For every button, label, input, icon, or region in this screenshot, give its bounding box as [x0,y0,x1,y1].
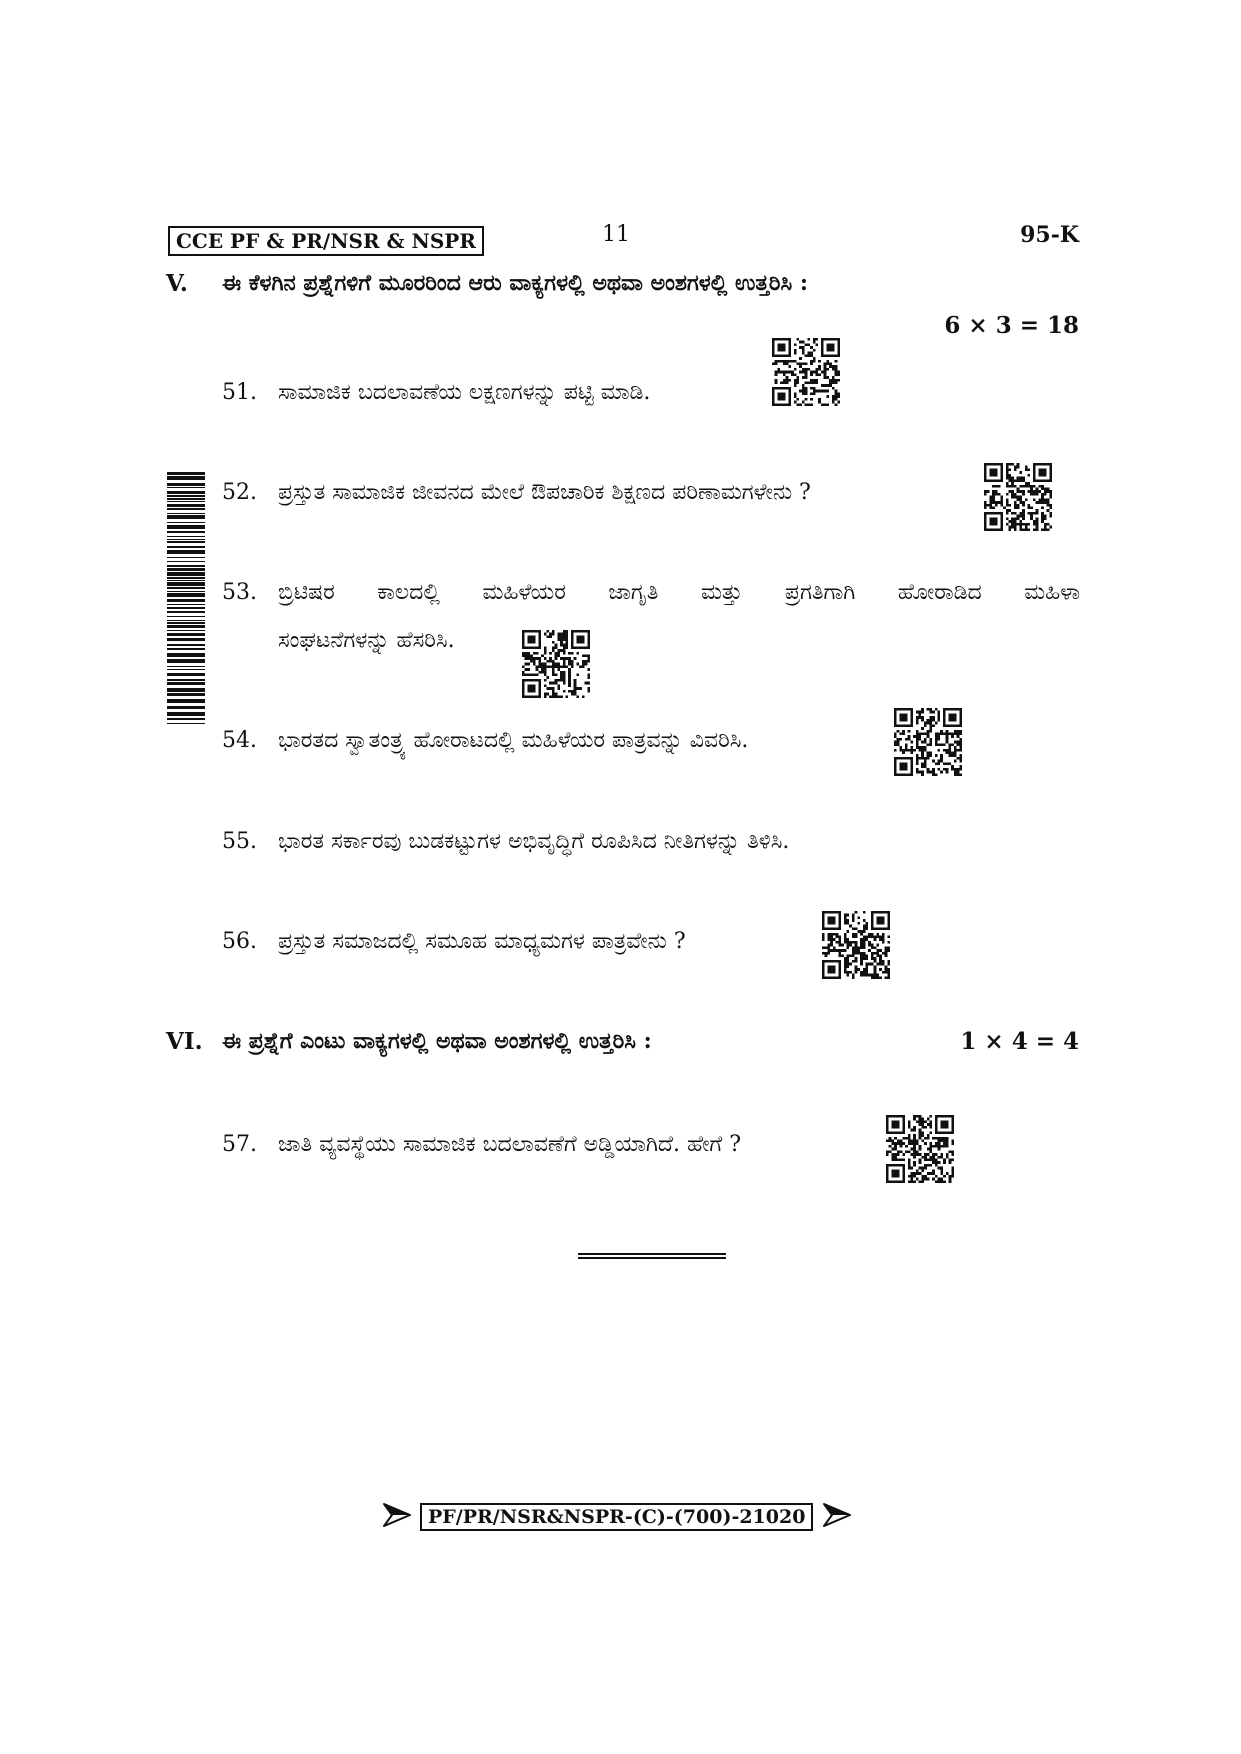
question-54-text: ಭಾರತದ ಸ್ವಾತಂತ್ರ್ಯ ಹೋರಾಟದಲ್ಲಿ ಮಹಿಳೆಯರ ಪಾತ್ರವನ್ನು ವಿವರಿಸಿ. [278,728,749,753]
question-51-text: ಸಾಮಾಜಿಕ ಬದಲಾವಣೆಯ ಲಕ್ಷಣಗಳನ್ನು ಪಟ್ಟಿ ಮಾಡಿ. [278,380,651,405]
question-53-line-2: ಸಂಘಟನೆಗಳನ್ನು ಹೆಸರಿಸಿ. [278,628,455,653]
barcode-icon [167,472,205,724]
question-53-line-1: ಬ್ರಿಟಿಷರ ಕಾಲದಲ್ಲಿ ಮಹಿಳೆಯರ ಜಾಗೃತಿ ಮತ್ತು ಪ್ರಗತಿಗಾಗಿ ಹೋರಾಡಿದ ಮಹಿಳಾ [278,580,1080,605]
qr-code-icon [886,1115,954,1183]
section-vi-number: VI. [166,1028,203,1055]
section-v-number: V. [166,270,188,297]
qr-code-icon [772,338,840,406]
question-52-text: ಪ್ರಸ್ತುತ ಸಾಮಾಜಿಕ ಜೀವನದ ಮೇಲೆ ಔಪಚಾರಿಕ ಶಿಕ್ಷಣದ ಪರಿಣಾಮಗಳೇನು ? [278,480,811,505]
exam-code-box: CCE PF & PR/NSR & NSPR [168,226,484,256]
question-57-number: 57. [222,1132,257,1157]
arrow-right-icon [382,1500,412,1530]
section-vi-instruction: ಈ ಪ್ರಶ್ನೆಗೆ ಎಂಟು ವಾಕ್ಯಗಳಲ್ಲಿ ಅಥವಾ ಅಂಶಗಳಲ್ಲಿ ಉತ್ತರಿಸಿ : [222,1028,652,1054]
section-v-instruction: ಈ ಕೆಳಗಿನ ಪ್ರಶ್ನೆಗಳಿಗೆ ಮೂರರಿಂದ ಆರು ವಾಕ್ಯಗಳಲ್ಲಿ ಅಥವಾ ಅಂಶಗಳಲ್ಲಿ ಉತ್ತರಿಸಿ : [222,270,809,296]
question-56-text: ಪ್ರಸ್ತುತ ಸಮಾಜದಲ್ಲಿ ಸಮೂಹ ಮಾಧ್ಯಮಗಳ ಪಾತ್ರವೇನು ? [278,929,686,954]
qr-code-icon [822,911,890,979]
question-52-number: 52. [222,480,257,505]
question-54-number: 54. [222,728,257,753]
question-55-text: ಭಾರತ ಸರ್ಕಾರವು ಬುಡಕಟ್ಟುಗಳ ಅಭಿವೃದ್ಧಿಗೆ ರೂಪಿಸಿದ ನೀತಿಗಳನ್ನು ತಿಳಿಸಿ. [278,829,790,854]
question-55-number: 55. [222,829,257,854]
question-56-number: 56. [222,929,257,954]
section-v-marks: 6 × 3 = 18 [944,312,1079,339]
paper-code: 95-K [1020,222,1079,248]
end-of-questions-rule [578,1253,726,1259]
qr-code-icon [894,708,962,776]
qr-code-icon [522,630,590,698]
question-53-text [278,569,1080,665]
arrow-right-icon [822,1500,852,1530]
question-51-number: 51. [222,380,257,405]
question-53-number: 53. [222,580,257,605]
question-57-text: ಜಾತಿ ವ್ಯವಸ್ಥೆಯು ಸಾಮಾಜಿಕ ಬದಲಾವಣೆಗೆ ಅಡ್ಡಿಯಾಗಿದೆ. ಹೇಗೆ ? [278,1132,741,1157]
footer-code-box: PF/PR/NSR&NSPR-(C)-(700)-21020 [420,1503,813,1531]
section-vi-marks: 1 × 4 = 4 [960,1028,1079,1055]
page-number: 11 [602,222,630,247]
qr-code-icon [984,463,1052,531]
